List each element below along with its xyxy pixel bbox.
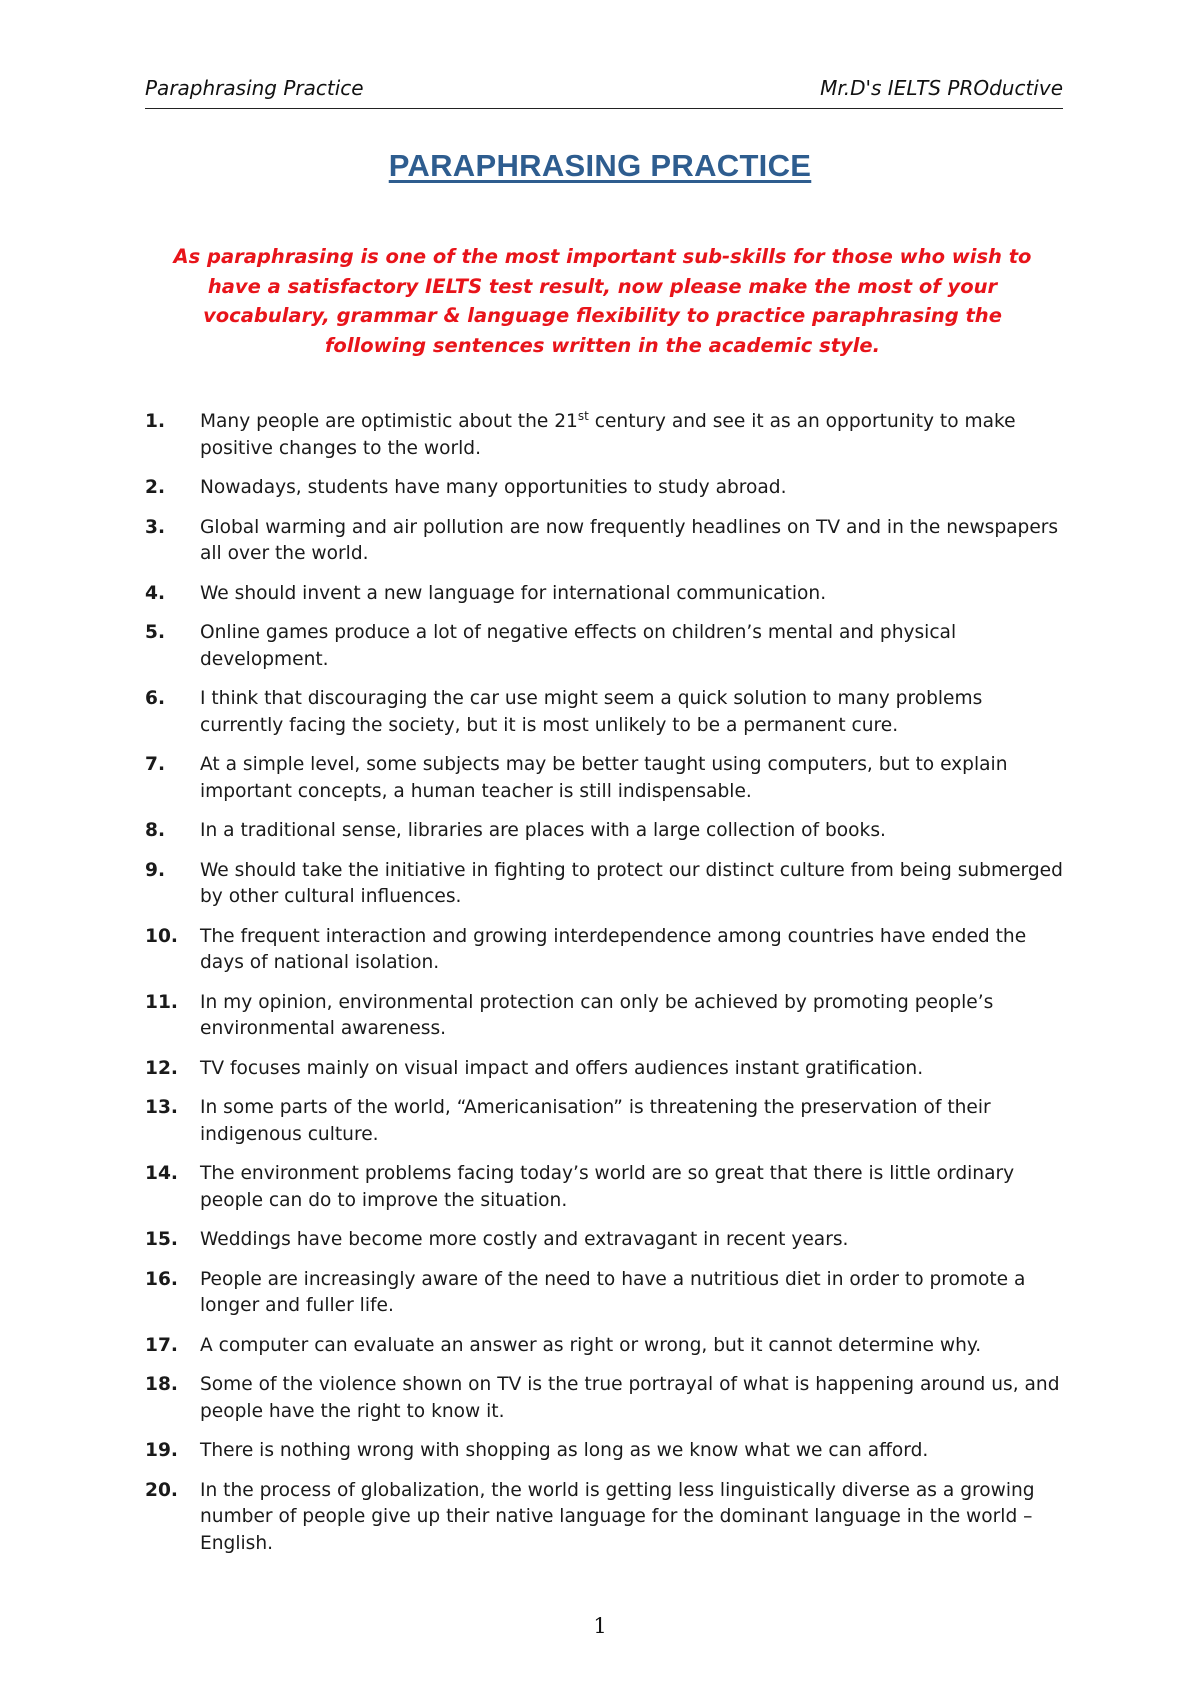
item-number: 19. [145,1440,178,1461]
list-item [145,1056,1070,1083]
intro-paragraph: As paraphrasing is one of the most important sub-skills for those who wish to have a satisfactory IELTS test result, now please make the most of your vocabulary, grammar & language flexibility to practice paraphrasing the following sentences written in the academic style. [173,245,1032,357]
item-text: Weddings have become more costly and extravagant in recent years. [200,1229,849,1250]
list-item [145,1095,1070,1148]
list-item [145,581,1070,608]
item-text: A computer can evaluate an answer as right or wrong, but it cannot determine why. [200,1334,982,1356]
item-text: There is nothing wrong with shopping as long as we know what we can afford. [200,1440,929,1461]
running-header [145,76,1063,109]
list-item [145,924,1070,977]
item-text: Online games produce a lot of negative effects on children’s mental and physical development. [200,622,957,670]
item-number: 17. [145,1334,178,1356]
item-number: 18. [145,1374,178,1395]
list-item [145,1267,1070,1320]
item-text: At a simple level, some subjects may be better taught using computers, but to explain important concepts, a human teacher is still indispensable. [200,754,1008,802]
item-number: 2. [145,477,166,498]
item-text: TV focuses mainly on visual impact and offers audiences instant gratification. [200,1057,924,1079]
item-text: In some parts of the world, “Americanisation” is threatening the preservation of their indigenous culture. [200,1097,991,1145]
item-number: 9. [145,859,166,881]
item-text: In a traditional sense, libraries are places with a large collection of books. [200,820,886,841]
list-item [145,515,1070,568]
item-text: Some of the violence shown on TV is the true portrayal of what is happening around us, and people have the right to know it. [200,1374,1060,1422]
item-text: We should invent a new language for international communication. [200,582,827,604]
item-number: 7. [145,754,166,775]
page-title: PARAPHRASING PRACTICE [388,148,812,183]
item-text: The environment problems facing today’s world are so great that there is little ordinary people can do to improve the situation. [200,1163,1015,1211]
item-number: 3. [145,516,166,538]
item-text: Nowadays, students have many opportunities to study abroad. [200,477,787,498]
superscript: st [577,408,589,423]
item-text: People are increasingly aware of the need to have a nutritious diet in order to promote a longer and fuller life. [200,1268,1026,1316]
header-right-brand: Mr.D's IELTS PROductive [820,76,1063,100]
item-text: We should take the initiative in fighting to protect our distinct culture from being submerged by other cultural influences. [200,859,1063,907]
item-number: 11. [145,991,178,1013]
sentence-list [145,409,1070,1570]
item-number: 15. [145,1229,178,1250]
list-item [145,1372,1070,1425]
page-number: 1 [593,1614,607,1638]
list-item [145,475,1070,502]
item-number: 6. [145,688,166,709]
item-number: 12. [145,1057,178,1079]
header-left-title: Paraphrasing Practice [145,76,364,100]
item-number: 16. [145,1268,178,1290]
item-number: 14. [145,1163,178,1184]
list-item [145,752,1070,805]
list-item [145,990,1070,1043]
list-item [145,686,1070,739]
item-number: 20. [145,1479,178,1501]
item-text: Many people are optimistic about the 21st century and see it as an opportunity to make positive changes to the world. [200,408,1016,459]
list-item [145,1161,1070,1214]
item-text: In the process of globalization, the world is getting less linguistically diverse as a growing number of people give up their native language for the dominant language in the world – English. [200,1479,1035,1554]
item-text: I think that discouraging the car use might seem a quick solution to many problems currently facing the society, but it is most unlikely to be a permanent cure. [200,688,983,736]
list-item [145,1333,1070,1360]
item-number: 10. [145,925,178,947]
list-item [145,1227,1070,1254]
list-item [145,409,1070,462]
item-number: 1. [145,411,166,432]
item-number: 5. [145,622,166,643]
list-item [145,858,1070,911]
item-number: 4. [145,582,166,604]
list-item [145,818,1070,845]
list-item [145,1438,1070,1465]
list-item [145,620,1070,673]
item-number: 13. [145,1097,178,1118]
item-text: Global warming and air pollution are now frequently headlines on TV and in the newspapers all over the world. [200,516,1059,564]
item-text: In my opinion, environmental protection can only be achieved by promoting people’s environmental awareness. [200,991,994,1039]
list-item [145,1478,1070,1558]
item-text: The frequent interaction and growing interdependence among countries have ended the days of national isolation. [200,925,1027,973]
item-number: 8. [145,820,166,841]
